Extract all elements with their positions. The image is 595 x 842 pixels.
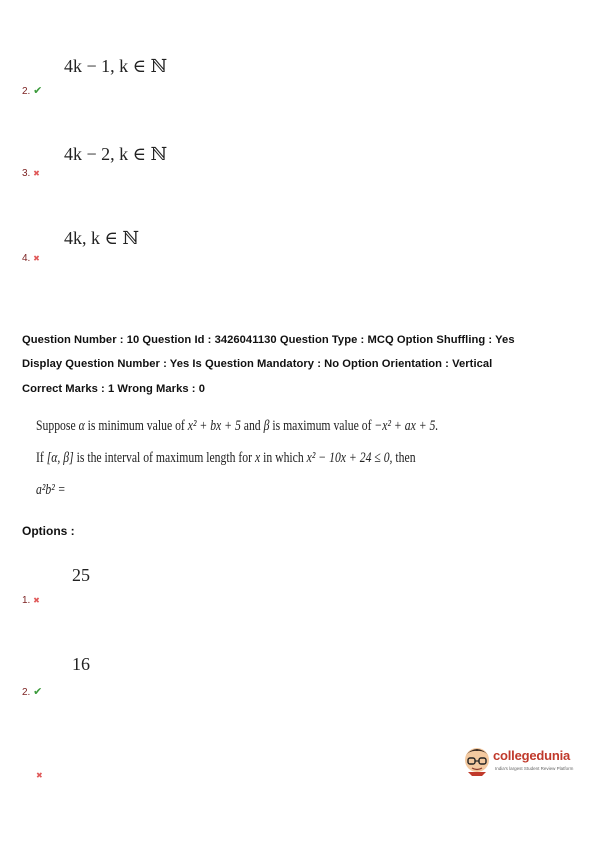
checkmark-icon: ✔	[33, 686, 43, 698]
mascot-logo-icon	[462, 742, 492, 776]
prev-option-3-expression: 4k − 2, k ∈ ℕ	[64, 144, 167, 164]
cross-icon: ✖	[36, 771, 43, 780]
prev-option-2-number	[22, 84, 42, 97]
question-line-1: Suppose α is minimum value of x² + bx + 5 and β is maximum value of −x² + ax + 5.	[36, 418, 439, 434]
cross-icon: ✖	[33, 254, 40, 263]
option-1-label: 1.	[22, 595, 31, 606]
option-2-value: 16	[72, 654, 90, 674]
options-label: Options :	[22, 524, 75, 538]
checkmark-icon: ✔	[33, 85, 43, 97]
prev-option-4-number	[22, 253, 40, 264]
question-meta-line-3: Correct Marks : 1 Wrong Marks : 0	[22, 383, 205, 395]
prev-option-3-label: 3.	[22, 168, 31, 179]
option-2-label: 2.	[22, 687, 31, 698]
option-2-number	[22, 685, 42, 698]
cross-icon: ✖	[33, 169, 40, 178]
question-line-3: a²b² =	[36, 482, 66, 498]
question-meta-line-1: Question Number : 10 Question Id : 3426041130 Question Type : MCQ Option Shuffling : Yes	[22, 334, 515, 346]
prev-option-3-number	[22, 168, 40, 179]
prev-option-4-expression: 4k, k ∈ ℕ	[64, 228, 139, 248]
cross-icon: ✖	[33, 596, 40, 605]
collegedunia-watermark	[462, 742, 584, 782]
option-3-number	[36, 770, 43, 781]
prev-option-4-label: 4.	[22, 253, 31, 264]
brand-name: collegedunia	[493, 748, 571, 763]
option-1-number	[22, 595, 40, 606]
question-meta-line-2: Display Question Number : Yes Is Question Mandatory : No Option Orientation : Vertical	[22, 358, 493, 370]
prev-option-2-label: 2.	[22, 86, 31, 97]
question-line-2: If [α, β] is the interval of maximum length for x in which x² − 10x + 24 ≤ 0, then	[36, 450, 416, 466]
brand-tagline: India's largest Student Review Platform	[495, 766, 574, 771]
prev-option-2-expression: 4k − 1, k ∈ ℕ	[64, 56, 167, 76]
option-1-value: 25	[72, 565, 90, 585]
